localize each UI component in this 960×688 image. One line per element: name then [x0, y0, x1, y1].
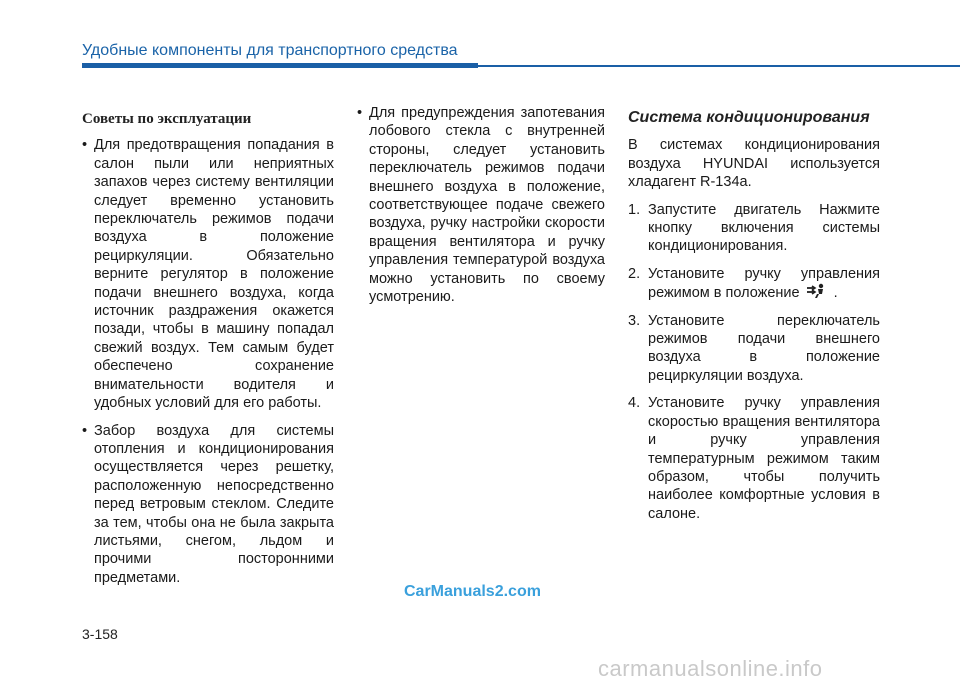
step-number: 1.	[628, 201, 641, 218]
step-text: Установите переключатель режимов подачи внешнего воздуха в положение рециркуляции воздуха.	[648, 312, 880, 384]
step-number: 4.	[628, 395, 641, 412]
left-column	[82, 104, 334, 596]
step-text: Установите ручку управления скоростью вращения вентилятора и ручку управления температурным режимом таким образом, чтобы получить наиболее комфортные условия в салоне.	[648, 395, 880, 522]
step-text: Запустите двигатель Нажмите кнопку включения системы кондиционирования.	[648, 201, 880, 255]
page-number: 3-158	[82, 626, 118, 642]
step-text: Установите ручку управления режимом в положение	[648, 265, 880, 302]
step-item	[628, 265, 880, 303]
list-item: • Для предупреждения запотевания лобового стекла с внутренней стороны, следует установить переключатель режимов подачи внешнего воздуха в положение, соответствующее подаче свежего воздуха, ручку настройки скорости вращения вентилятора и ручку управления температурой воздуха можно установить по своему усмотрению.	[357, 104, 605, 306]
tips-list-continued	[357, 104, 605, 306]
footer-watermark: carmanualsonline.info	[598, 656, 823, 681]
steps-list	[628, 201, 880, 524]
step-text-end: .	[833, 285, 838, 302]
section-title-ac: Система кондиционирования	[628, 109, 870, 126]
watermark-link[interactable]: CarManuals2.com	[404, 583, 541, 600]
step-item	[628, 201, 880, 256]
step-item	[628, 312, 880, 386]
intro-paragraph: В системах кондиционирования воздуха HYUNDAI используется хладагент R-134a.	[628, 137, 880, 191]
middle-column	[357, 104, 605, 315]
header-rule-thin	[478, 65, 960, 67]
tips-list	[82, 136, 334, 587]
step-item	[628, 394, 880, 523]
section-title-tips: Советы по эксплуатации	[82, 111, 252, 127]
list-item: • Забор воздуха для системы отопления и кондиционирования осуществляется через решетку, расположенную непосредственно перед ветровым стеклом. Следите за тем, чтобы она не была закрыта листьями, снегом, льдом и прочими посторонними предметами.	[82, 422, 334, 588]
header-rule-thick	[82, 63, 478, 68]
header-title: Удобные компоненты для транспортного средства	[82, 42, 458, 59]
list-item: • Для предотвращения попадания в салон пыли или неприятных запахов через систему вентиляции следует временно установить переключатель режимов подачи воздуха в положение рециркуляции. Обязательно верните регулятор в положение подачи внешнего воздуха, когда источник раздражения окажется позади, чтобы в машину попадал свежий воздух. Тем самым будет обеспечено сохранение внимательности водителя и удобных условий для его работы.	[82, 136, 334, 412]
right-column	[628, 104, 880, 532]
step-number: 3.	[628, 312, 641, 329]
step-number: 2.	[628, 265, 641, 282]
face-vent-mode-icon	[806, 283, 828, 299]
